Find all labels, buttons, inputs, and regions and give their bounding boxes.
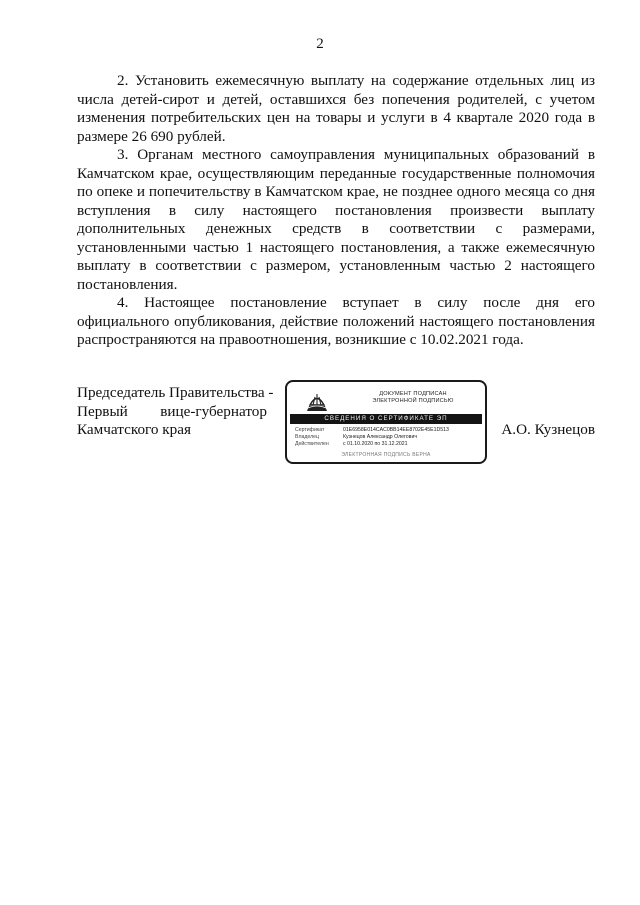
signer-position-line-1: Председатель Правительства - [77, 384, 274, 401]
stamp-row-validity [295, 441, 479, 448]
stamp-certificate-header: СВЕДЕНИЯ О СЕРТИФИКАТЕ ЭП [290, 414, 482, 424]
page-number: 2 [316, 36, 324, 52]
signer-position-line-2 [77, 403, 267, 422]
stamp-row-label: Сертификат [295, 427, 325, 433]
paragraph-4: 4. Настоящее постановление вступает в силу после дня его официального опубликования, действие положений настоящего постановления распространяются на правоотношения, возникшие с 10.02.2021 года. [77, 294, 595, 348]
signer-position [77, 384, 274, 440]
signer-position-word-first: Первый [77, 402, 128, 420]
stamp-row-value: с 01.10.2020 по 31.12.2021 [343, 441, 408, 448]
stamp-title-line-2: ЭЛЕКТРОННОЙ ПОДПИСЬЮ [372, 398, 454, 404]
stamp-certificate-details [295, 427, 479, 449]
electronic-signature-stamp [285, 380, 487, 464]
signer-name: А.О. Кузнецов [501, 421, 595, 438]
signer-position-word-vice: вице-губернатор [160, 402, 267, 420]
stamp-row-value: 01E6958E014CAC0BB14EE8702E45E1D513 [343, 427, 449, 433]
signer-position-line-3: Камчатского края [77, 421, 191, 438]
stamp-footer: ЭЛЕКТРОННАЯ ПОДПИСЬ ВЕРНА [341, 452, 431, 458]
stamp-title [343, 391, 483, 405]
document-body [77, 72, 595, 350]
stamp-row-value: Кузнецов Александр Олегович [343, 434, 418, 441]
paragraph-2: 2. Установить ежемесячную выплату на содержание отдельных лиц из числа детей-сирот и детей, оставшихся без попечения родителей, с учетом изменения потребительских цен на товары и услуги в 4 квартале 2020 года в размере 26 690 рублей. [77, 72, 595, 145]
coat-of-arms-icon [305, 390, 329, 412]
stamp-row-certificate [295, 427, 479, 434]
stamp-row-label: Владелец [295, 434, 319, 441]
stamp-title-line-1: ДОКУМЕНТ ПОДПИСАН [379, 391, 447, 397]
stamp-row-label: Действителен [295, 441, 329, 448]
paragraph-3: 3. Органам местного самоуправления муниципальных образований в Камчатском крае, осуществляющим переданные государственные полномочия по опеке и попечительству в Камчатском крае, не позднее одного месяца со дня вступления в силу настоящего постановления произвести выплату дополнительных денежных средств в соответствии с размерами, установленными частью 1 настоящего постановления, а также ежемесячную выплату в соответствии с размером, установленным частью 2 настоящего постановления. [77, 146, 595, 293]
